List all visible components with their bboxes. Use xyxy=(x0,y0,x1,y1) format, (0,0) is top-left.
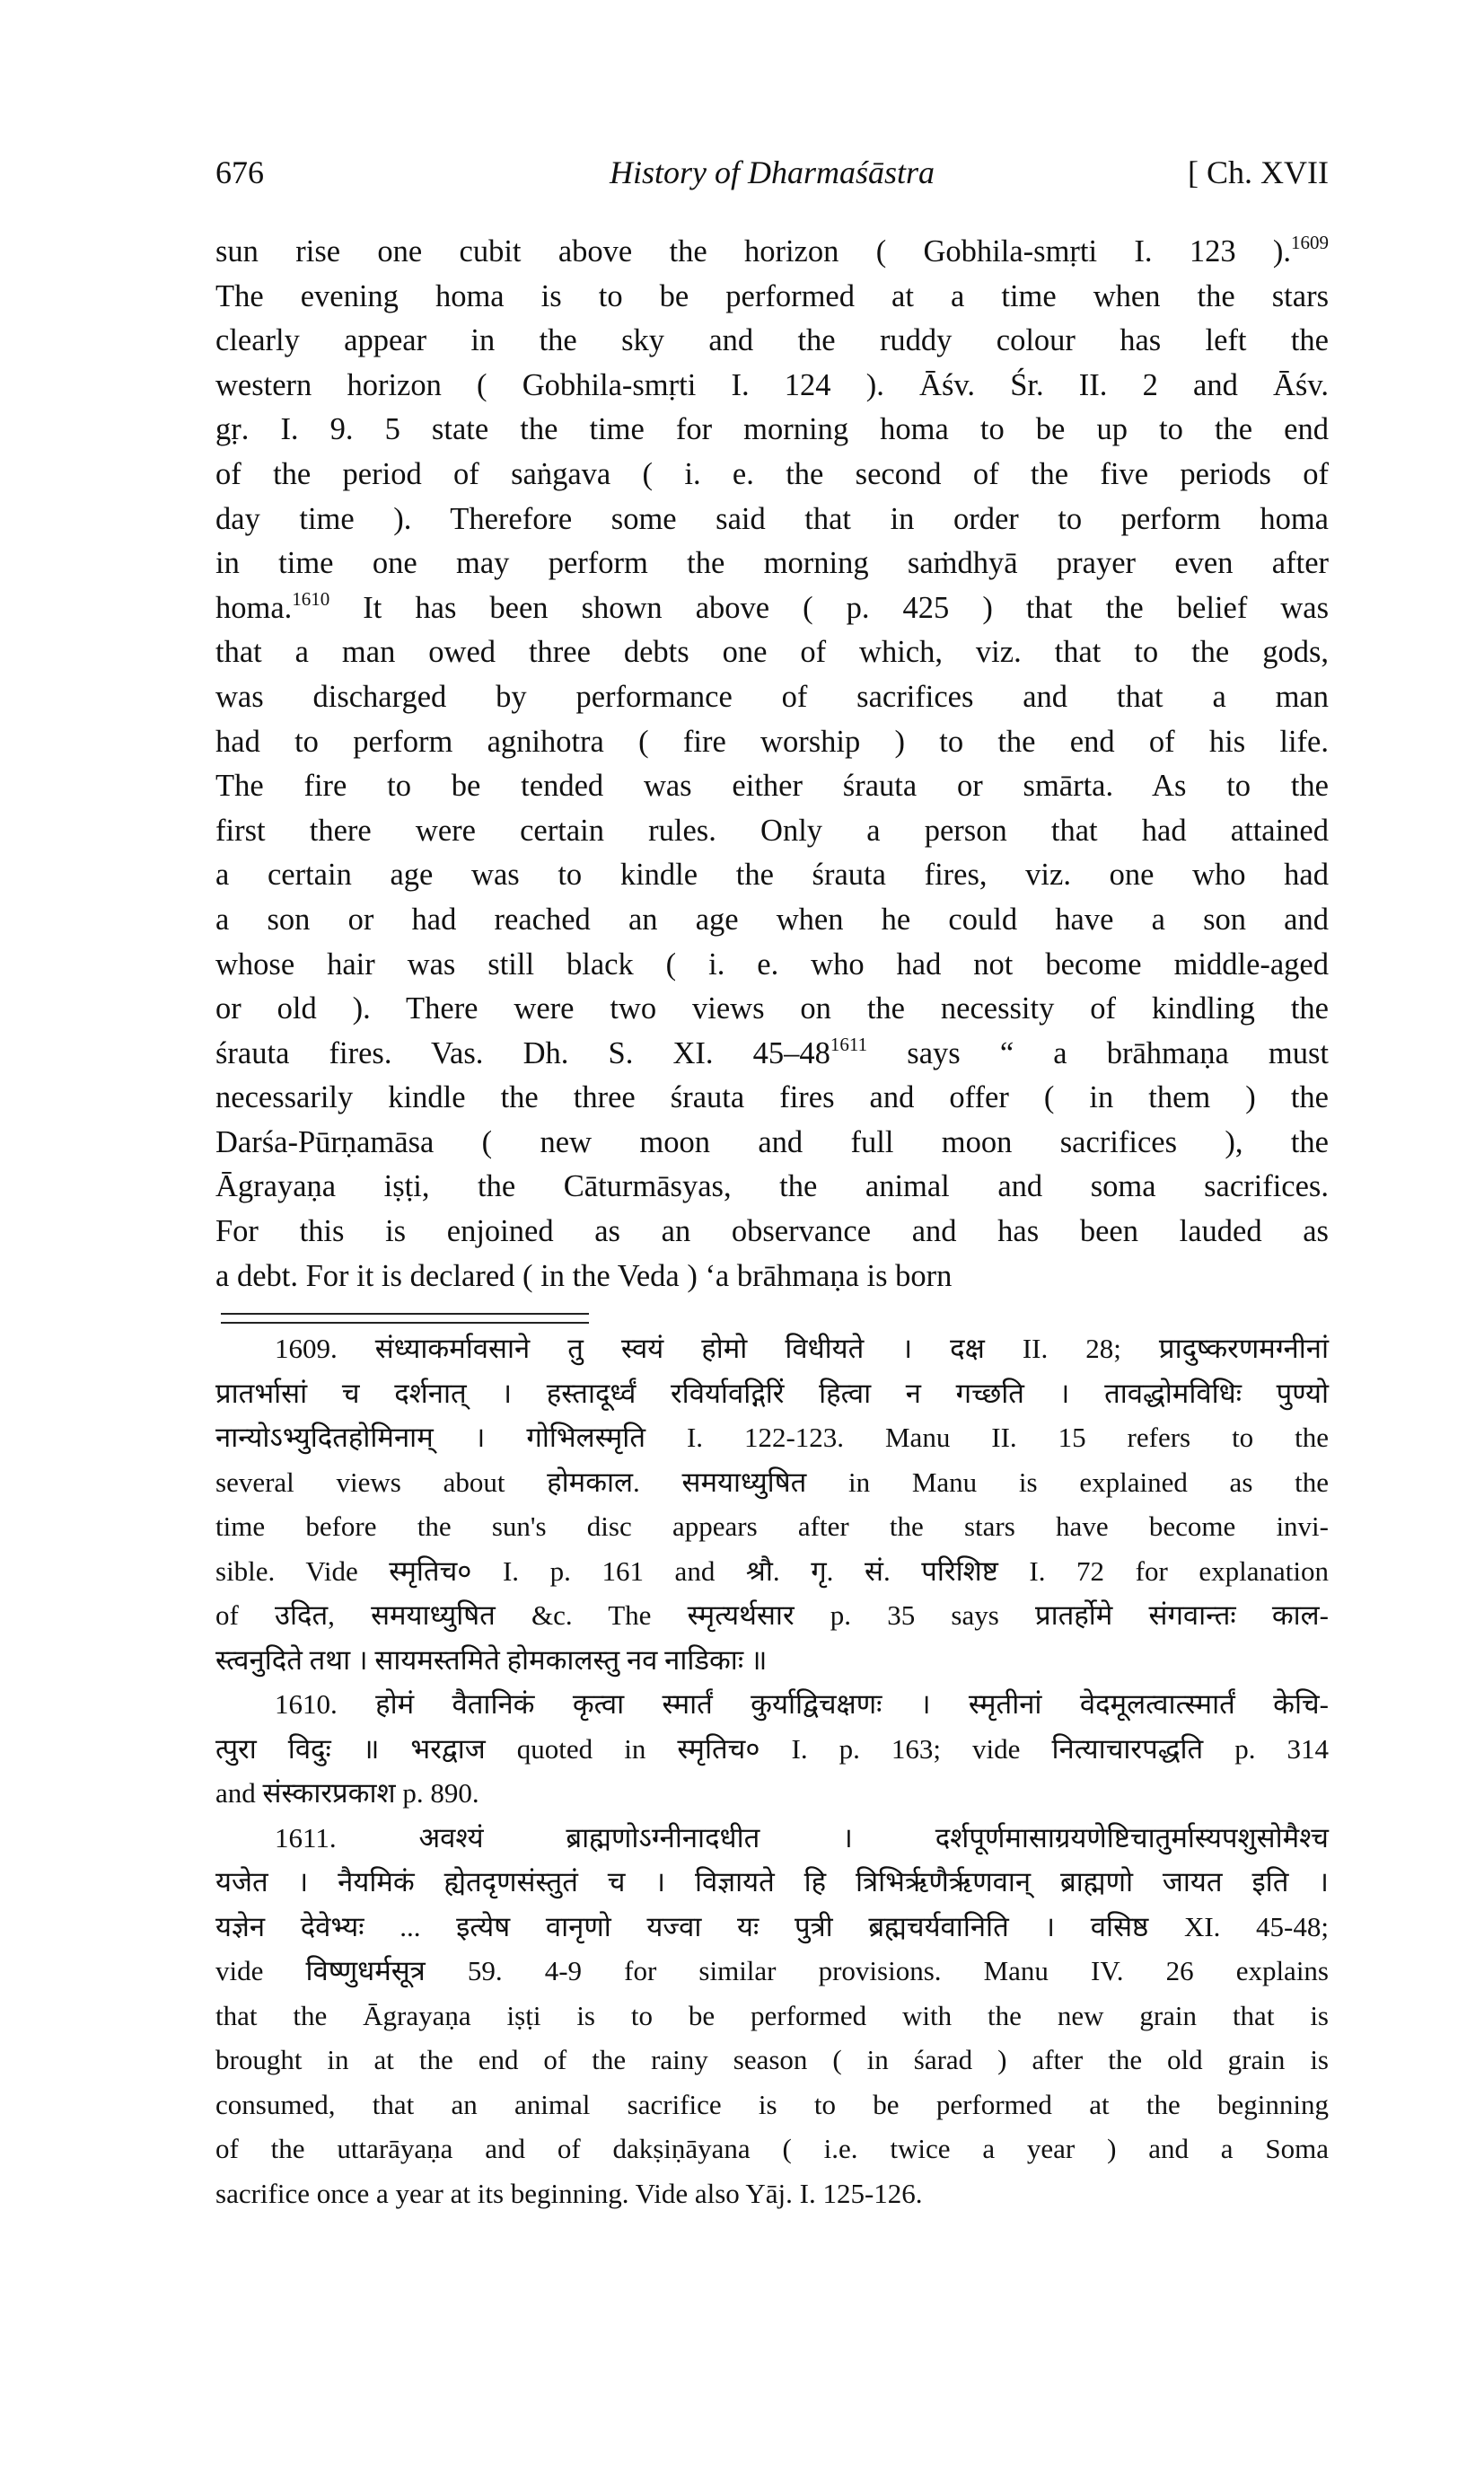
footnote-line: यज्ञेन देवेभ्यः ... इत्येष वानृणो यज्वा यः पुत्री ब्रह्मचर्यवानिति । वसिष्ठ XI. 45-48; xyxy=(215,1910,1329,1942)
text-line: gṛ. I. 9. 5 state the time for morning homa to be up to the end xyxy=(215,412,1329,447)
running-head xyxy=(215,145,1329,199)
footnote-separator xyxy=(221,1313,589,1324)
text-line: The evening homa is to be performed at a time when the stars xyxy=(215,278,1329,313)
text-line: Darśa-Pūrṇamāsa ( new moon and full moon sacrifices ), the xyxy=(215,1124,1329,1159)
text-line: of the period of saṅgava ( i. e. the second of the five periods of xyxy=(215,456,1329,491)
footnote-1611: 1611. अवश्यं ब्राह्मणोऽग्नीनादधीत । दर्शपूर्णमासाग्रयणेष्टिचातुर्मास्यपशुसोमैश्च xyxy=(275,1821,1329,1854)
text-line: a son or had reached an age when he could have a son and xyxy=(215,902,1329,937)
footnote-1610: 1610. होमं वैतानिकं कृत्वा स्मार्तं कुर्याद्विचक्षणः । स्मृतीनां वेदमूलत्वात्स्मार्तं केचि- xyxy=(275,1688,1329,1720)
chapter-label: [ Ch. XVII xyxy=(1188,154,1329,190)
text-line: clearly appear in the sky and the ruddy colour has left the xyxy=(215,323,1329,358)
text-line: western horizon ( Gobhila-smṛti I. 124 ). Āśv. Śr. II. 2 and Āśv. xyxy=(215,367,1329,402)
text-line: sun rise one cubit above the horizon ( Gobhila-smṛti I. 123 ).$^{1609}$ xyxy=(215,232,1329,269)
footnote-line: consumed, that an animal sacrifice is to be performed at the beginning xyxy=(215,2088,1329,2120)
footnote-1609: 1609. संध्याकर्मावसाने तु स्वयं होमो विधीयते । दक्ष II. 28; प्रादुष्करणमग्नीनां xyxy=(275,1333,1329,1364)
footnotes xyxy=(215,1326,1329,2215)
text-line: necessarily kindle the three śrauta fires and offer ( in them ) the xyxy=(215,1080,1329,1115)
footnote-line: यजेत । नैयमिकं ह्येतदृणसंस्तुतं च । विज्ञायते हि त्रिभिर्ऋणैर्ऋणवान् ब्राह्मणो जायत इति । xyxy=(215,1866,1329,1898)
footnote-line: vide विष्णुधर्मसूत्र 59. 4-9 for similar provisions. Manu IV. 26 explains xyxy=(215,1955,1329,1986)
text-line: For this is enjoined as an observance and has been lauded as xyxy=(215,1214,1329,1249)
footnote-line: sacrifice once a year at its beginning. Vide also Yāj. I. 125-126. xyxy=(215,2177,923,2209)
footnote-line: of उदित, समयाध्युषित &c. The स्मृत्यर्थसार p. 35 says प्रातर्होमे संगवान्तः काल- xyxy=(215,1599,1329,1631)
text-line: a certain age was to kindle the śrauta fires, viz. one who had xyxy=(215,858,1329,893)
text-line: homa.$^{1610}$ It has been shown above ( p. 425 ) that the belief was xyxy=(215,587,1329,625)
text-line: had to perform agnihotra ( fire worship ) to the end of his life. xyxy=(215,724,1329,759)
page-number: 676 xyxy=(215,154,264,190)
text-line: whose hair was still black ( i. e. who had not become middle-aged xyxy=(215,947,1329,982)
text-line: The fire to be tended was either śrauta or smārta. As to the xyxy=(215,769,1329,804)
text-line: śrauta fires. Vas. Dh. S. XI. 45–48$^{1611}$ says “ a brāhmaṇa must xyxy=(215,1033,1329,1070)
footnote-line: brought in at the end of the rainy season ( in śarad ) after the old grain is xyxy=(215,2044,1329,2075)
text-line: Āgrayaṇa iṣṭi, the Cāturmāsyas, the animal and soma sacrifices. xyxy=(215,1169,1329,1204)
footnote-line: time before the sun's disc appears after the stars have become invi- xyxy=(215,1510,1329,1542)
text-line: a debt. For it is declared ( in the Veda ) ‘a brāhmaṇa is born xyxy=(215,1258,953,1293)
footnote-ref-1611[interactable]: 1611 xyxy=(830,1033,868,1055)
footnote-line: that the Āgrayaṇa iṣṭi is to be performed with the new grain that is xyxy=(215,1999,1329,2031)
footnote-line: स्त्वनुदिते तथा । सायमस्तमिते होमकालस्तु नव नाडिकाः ॥ xyxy=(215,1643,768,1676)
text-line: first there were certain rules. Only a person that had attained xyxy=(215,813,1329,848)
footnote-ref-1609[interactable]: 1609 xyxy=(1291,232,1329,253)
footnote-ref-1610[interactable]: 1610 xyxy=(292,587,330,610)
text-line: that a man owed three debts one of which, viz. that to the gods, xyxy=(215,635,1329,670)
footnote-line: त्पुरा विदुः ॥ भरद्वाज quoted in स्मृतिच० I. p. 163; vide नित्याचारपद्धति p. 314 xyxy=(215,1732,1329,1765)
footnote-line: नान्योऽभ्युदितहोमिनाम् । गोभिलस्मृति I. 122-123. Manu II. 15 refers to the xyxy=(215,1422,1329,1453)
running-title: History of Dharmaśāstra xyxy=(609,154,935,190)
footnote-line: प्रातर्भासां च दर्शनात् । हस्तादूर्ध्वं रविर्यावद्गिरिं हित्वा न गच्छति । तावद्धोमविधिः पुण्यो xyxy=(215,1377,1329,1409)
footnote-line: and संस्कारप्रकाश p. 890. xyxy=(215,1777,479,1809)
text-line: was discharged by performance of sacrifices and that a man xyxy=(215,679,1329,714)
main-text xyxy=(215,230,1329,1299)
text-line: day time ). Therefore some said that in order to perform homa xyxy=(215,501,1329,536)
text-line: in time one may perform the morning saṁdhyā prayer even after xyxy=(215,546,1329,581)
footnote-line: several views about होमकाल. समयाध्युषित in Manu is explained as the xyxy=(215,1466,1329,1498)
text-line: or old ). There were two views on the necessity of kindling the xyxy=(215,991,1329,1026)
footnote-line: sible. Vide स्मृतिच० I. p. 161 and श्रौ. गृ. सं. परिशिष्ट I. 72 for explanation xyxy=(215,1554,1329,1587)
footnote-line: of the uttarāyaṇa and of dakṣiṇāyana ( i.e. twice a year ) and a Soma xyxy=(215,2133,1329,2164)
